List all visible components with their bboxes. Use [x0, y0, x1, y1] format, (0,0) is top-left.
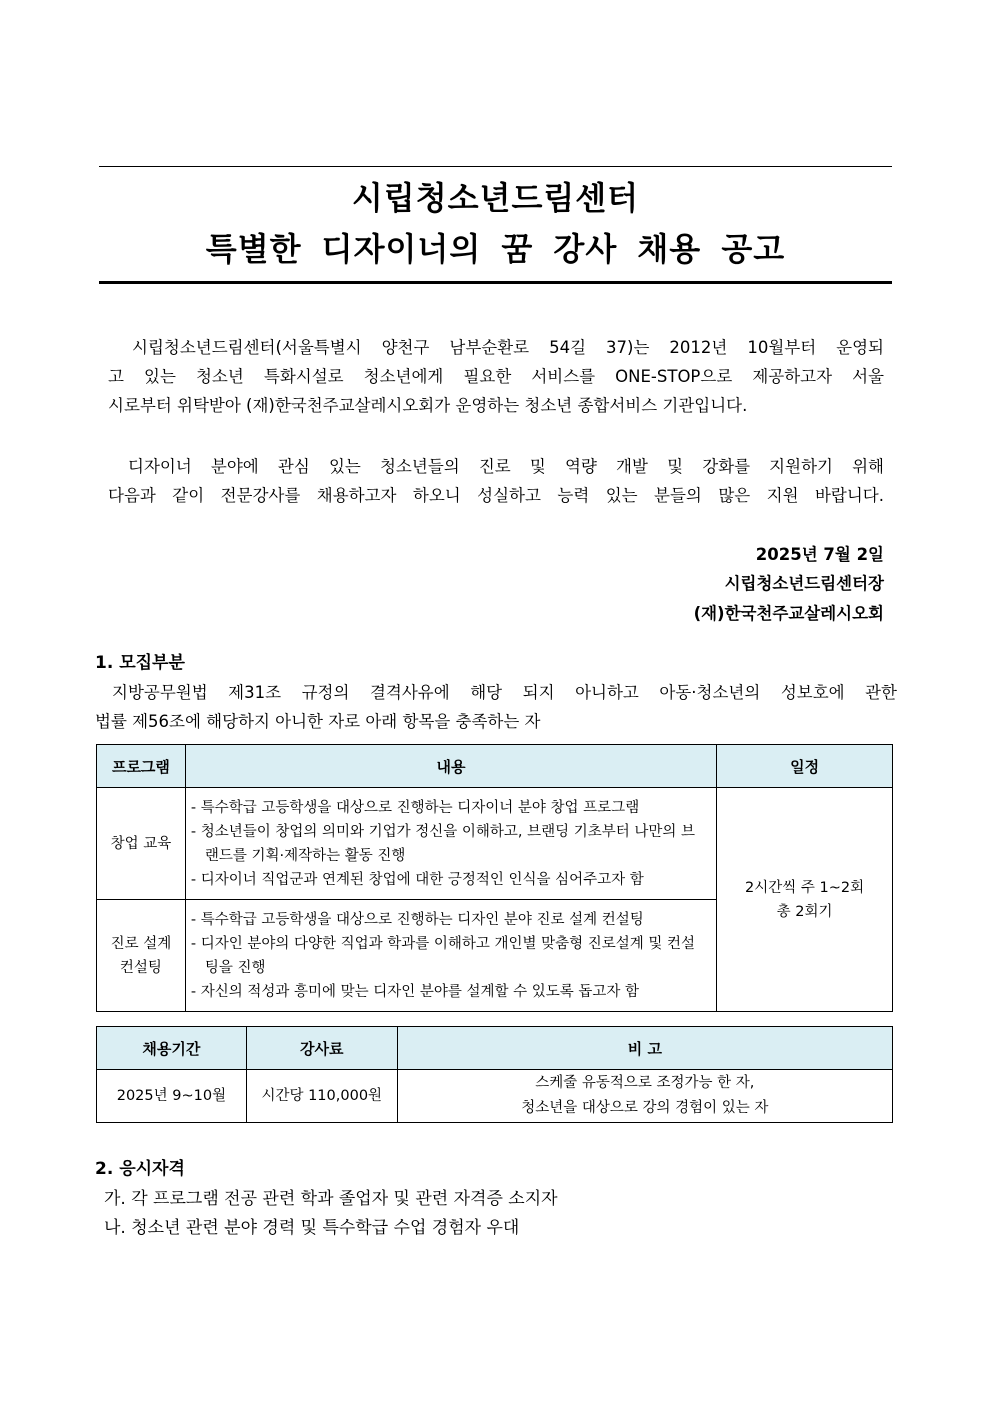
program-name-career-line-2: 컨설팅 — [119, 959, 162, 976]
intro-p2-line-1: 디자이너 분야에 관심 있는 청소년들의 진로 및 역량 개발 및 강화를 지원하기 위해 — [128, 457, 884, 476]
intro-p2-line-2: 다음과 같이 전문강사를 채용하고자 하오니 성실하고 능력 있는 분들의 많은 지원 바랍니다. — [108, 486, 884, 505]
top-rule — [99, 166, 892, 167]
section-2-title: 2. 응시자격 — [95, 1159, 185, 1179]
content-item: - 디자인 분야의 다양한 직업과 학과를 이해하고 개인별 맞춤형 진로설계 및 컨설팅을 진행 — [190, 935, 696, 976]
intro-paragraph-1 — [108, 333, 884, 420]
section-1-body-line-1: 지방공무원법 제31조 규정의 결격사유에 해당 되지 아니하고 아동·청소년의 성보호에 관한 — [112, 683, 897, 702]
program-name-career-line-1: 진로 설계 — [110, 935, 172, 952]
program-schedule — [717, 788, 893, 1012]
content-item: - 특수학급 고등학생을 대상으로 진행하는 디자인 분야 진로 설계 컨설팅 — [190, 911, 644, 928]
program-table-header-row — [97, 745, 893, 788]
schedule-line-2: 총 2회기 — [776, 903, 833, 920]
recruitment-note — [397, 1070, 892, 1123]
table-row — [97, 1070, 893, 1123]
intro-paragraph-2 — [108, 452, 884, 510]
section-1-body-line-2: 법률 제56조에 해당하지 아니한 자로 아래 항목을 충족하는 자 — [95, 712, 541, 731]
program-name-startup: 창업 교육 — [97, 788, 186, 900]
table-row — [97, 788, 893, 900]
content-item: - 특수학급 고등학생을 대상으로 진행하는 디자이너 분야 창업 프로그램 — [190, 799, 640, 816]
title-line-1: 시립청소년드림센터 — [351, 179, 640, 217]
header-fee: 강사료 — [246, 1027, 397, 1070]
lecture-fee: 시간당 110,000원 — [246, 1070, 397, 1123]
qualification-item-1: 가. 각 프로그램 전공 관련 학과 졸업자 및 관련 자격증 소지자 — [104, 1189, 558, 1209]
content-item: - 청소년들이 창업의 의미와 기업가 정신을 이해하고, 브랜딩 기초부터 나만의 브랜드를 기획·제작하는 활동 진행 — [190, 823, 696, 864]
intro-p1-line-1: 시립청소년드림센터(서울특별시 양천구 남부순환로 54길 37)는 2012년 10월부터 운영되 — [132, 338, 884, 357]
qualification-item-2: 나. 청소년 관련 분야 경력 및 특수학급 수업 경험자 우대 — [104, 1218, 520, 1238]
program-name-career — [97, 900, 186, 1012]
center-director: 시립청소년드림센터장 — [724, 574, 884, 593]
content-item: - 디자이너 직업군과 연계된 창업에 대한 긍정적인 인식을 심어주고자 함 — [190, 871, 644, 888]
header-program: 프로그램 — [97, 745, 186, 788]
header-content: 내용 — [185, 745, 716, 788]
section-1-body — [95, 678, 897, 736]
section-1-title: 1. 모집부분 — [95, 653, 185, 673]
intro-p1-line-3: 시로부터 위탁받아 (재)한국천주교살레시오회가 운영하는 청소년 종합서비스 기관입니다. — [108, 396, 748, 415]
recruitment-table — [96, 1026, 893, 1123]
program-content-startup — [185, 788, 716, 900]
header-schedule: 일정 — [717, 745, 893, 788]
note-line-1: 스케줄 유동적으로 조정가능 한 자, — [535, 1075, 755, 1091]
program-table — [96, 744, 893, 1012]
header-note: 비 고 — [397, 1027, 892, 1070]
bottom-rule — [99, 281, 892, 284]
announcement-date: 2025년 7월 2일 — [755, 545, 884, 564]
content-item: - 자신의 적성과 흥미에 맞는 디자인 분야를 설계할 수 있도록 돕고자 함 — [190, 983, 640, 1000]
recruitment-period: 2025년 9~10월 — [97, 1070, 247, 1123]
program-content-career — [185, 900, 716, 1012]
intro-p1-line-2: 고 있는 청소년 특화시설로 청소년에게 필요한 서비스를 ONE-STOP으로 제공하고자 서울 — [108, 367, 884, 386]
header-period: 채용기간 — [97, 1027, 247, 1070]
foundation-name: (재)한국천주교살레시오회 — [693, 604, 884, 623]
recruitment-table-header-row — [97, 1027, 893, 1070]
schedule-line-1: 2시간씩 주 1~2회 — [745, 879, 865, 896]
title-line-2: 특별한 디자이너의 꿈 강사 채용 공고 — [205, 230, 786, 268]
note-line-2: 청소년을 대상으로 강의 경험이 있는 자 — [521, 1100, 769, 1116]
